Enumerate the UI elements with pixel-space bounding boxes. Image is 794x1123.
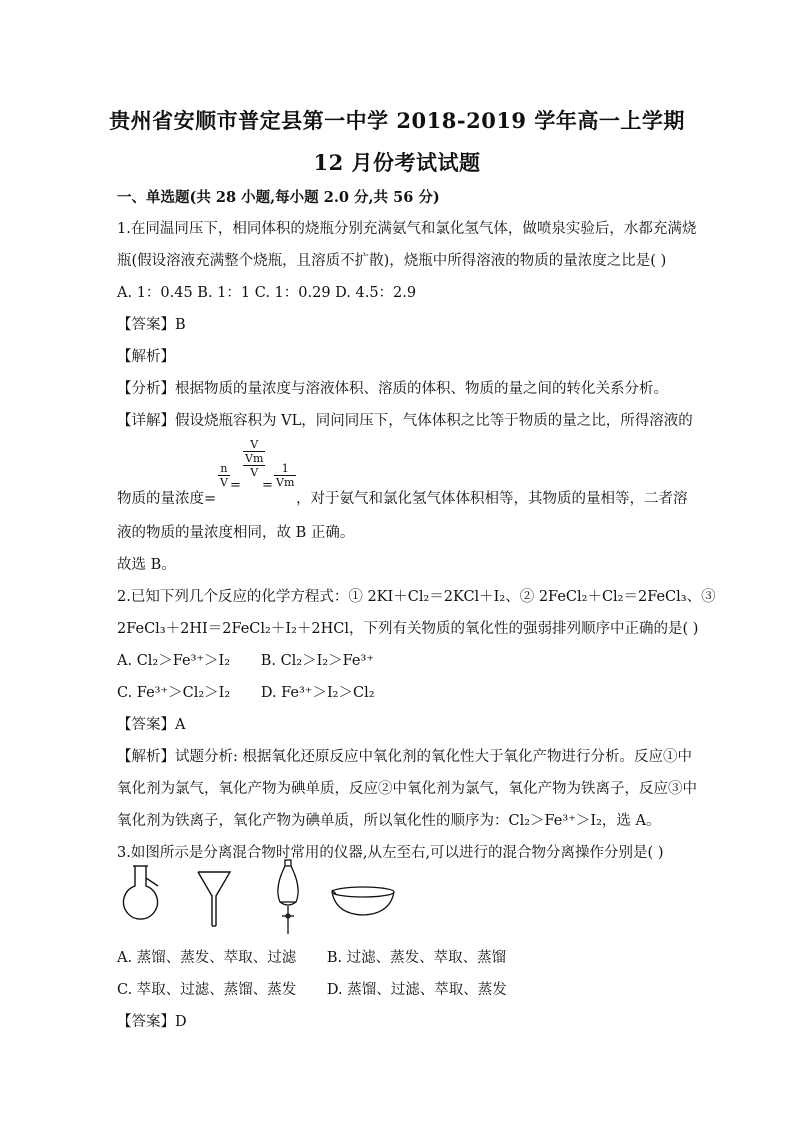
q2-option-d: D. Fe³⁺＞I₂＞Cl₂	[260, 685, 375, 701]
q3-options-row-1	[117, 946, 506, 967]
q2-analysis-line-2: 氧化剂为氯气，氧化产物为碘单质，反应②中氧化剂为氯气，氧化产物为铁离子，反应③中	[117, 781, 697, 797]
formula-one: 1	[274, 462, 296, 476]
q1-fenxi: 【分析】根据物质的量浓度与溶液体积、溶质的体积、物质的量之间的转化关系分析。	[117, 381, 668, 397]
q1-analysis-label: 【解析】	[117, 349, 175, 365]
q3-option-a: A. 蒸馏、蒸发、萃取、过滤	[117, 950, 297, 966]
q1-formula-v-over-vm-over-v	[243, 438, 265, 479]
page-title-line-1: 贵州省安顺市普定县第一中学 2018-2019 学年高一上学期	[109, 108, 685, 133]
evaporating-dish-icon	[330, 884, 396, 920]
q1-formula-1-over-vm	[274, 462, 296, 489]
q3-answer: 【答案】D	[117, 1014, 187, 1030]
formula-vm: Vm	[245, 452, 264, 465]
q2-analysis-line-3: 氧化剂为铁离子，氧化产物为碘单质，所以氧化性的顺序为：Cl₂＞Fe³⁺＞I₂，选 A。	[117, 813, 661, 829]
q1-formula-suffix: ，对于氨气和氯化氢气体体积相等，其物质的量相等，二者溶	[296, 491, 688, 507]
q3-option-d: D. 蒸馏、过滤、萃取、蒸发	[326, 982, 507, 998]
q2-answer: 【答案】A	[117, 717, 186, 733]
section-heading: 一、单选题(共 28 小题,每小题 2.0 分,共 56 分)	[117, 189, 440, 206]
q1-answer: 【答案】B	[117, 317, 186, 333]
q2-options-row-2	[117, 681, 375, 702]
q1-formula-n-over-v	[218, 462, 230, 489]
q2-analysis-line-1: 【解析】试题分析: 根据氧化还原反应中氧化剂的氧化性大于氧化产物进行分析。反应①中	[117, 749, 692, 765]
formula-eq-2: =	[262, 478, 273, 493]
q2-stem-line-2: 2FeCl₃＋2HI＝2FeCl₂＋I₂＋2HCl，下列有关物质的氧化性的强弱排列顺序中正确的是( )	[117, 621, 699, 637]
q1-conclusion: 故选 B。	[117, 557, 176, 573]
q2-option-b: B. Cl₂＞I₂＞Fe³⁺	[260, 653, 374, 669]
formula-v-top: V	[243, 438, 265, 452]
q3-options-row-2	[117, 978, 507, 999]
q2-option-c: C. Fe³⁺＞Cl₂＞I₂	[117, 685, 231, 701]
q1-options: A. 1：0.45 B. 1：1 C. 1：0.29 D. 4.5：2.9	[117, 285, 417, 301]
q3-option-b: B. 过滤、蒸发、萃取、蒸馏	[326, 950, 507, 966]
formula-v-bottom: V	[250, 466, 259, 479]
distillation-flask-icon	[118, 862, 163, 934]
q1-stem-line-1: 1.在同温同压下，相同体积的烧瓶分别充满氨气和氯化氢气体，做喷泉实验后，水都充满烧	[117, 221, 697, 237]
q3-stem: 3.如图所示是分离混合物时常用的仪器,从左至右,可以进行的混合物分离操作分别是( )	[117, 845, 664, 861]
q1-formula-prefix: 物质的量浓度=	[117, 491, 217, 507]
formula-n: n	[218, 462, 230, 476]
formula-vm-2: Vm	[276, 476, 295, 489]
q1-xiangjie: 【详解】假设烧瓶容积为 VL，同问同压下，气体体积之比等于物质的量之比，所得溶液的	[117, 413, 693, 429]
formula-eq-1: =	[230, 478, 241, 493]
separatory-funnel-icon	[268, 858, 308, 938]
q1-stem-line-2: 瓶(假设溶液充满整个烧瓶，且溶质不扩散)，烧瓶中所得溶液的物质的量浓度之比是( )	[117, 253, 667, 269]
q1-line-after: 液的物质的量浓度相同，故 B 正确。	[117, 525, 355, 541]
q2-option-a: A. Cl₂＞Fe³⁺＞I₂	[117, 653, 231, 669]
formula-v: V	[220, 476, 228, 489]
funnel-icon	[196, 868, 232, 930]
q2-stem-line-1: 2.已知下列几个反应的化学方程式：① 2KI＋Cl₂＝2KCl＋I₂、② 2FeCl₂＋Cl₂＝2FeCl₃、③	[117, 589, 716, 605]
q2-options-row-1	[117, 649, 374, 670]
q3-option-c: C. 萃取、过滤、蒸馏、蒸发	[117, 982, 297, 998]
page-title-line-2: 12 月份考试试题	[313, 150, 481, 175]
